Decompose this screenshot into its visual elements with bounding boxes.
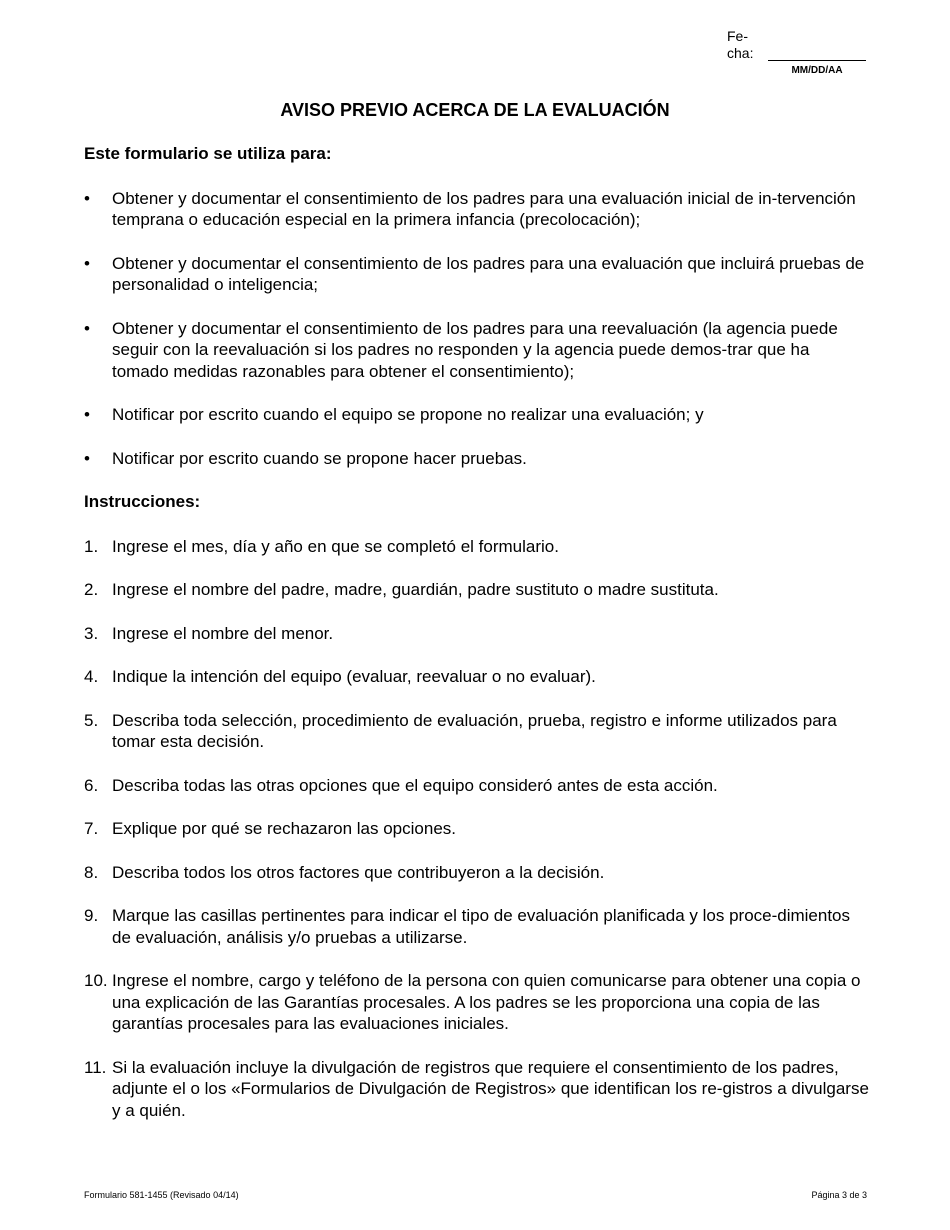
date-input-line[interactable] [768,60,866,61]
instruction-text: Describa toda selección, procedimiento de evaluación, prueba, registro e informe utilizados para tomar esta decisión. [112,710,837,751]
purpose-item-text: Obtener y documentar el consentimiento de los padres para una evaluación inicial de in-tervención temprana o educación especial en la primera infancia (precolocación); [112,188,856,229]
purpose-item [84,253,869,296]
instruction-number: 11. [84,1057,107,1077]
purpose-item [84,404,869,426]
instruction-text: Explique por qué se rechazaron las opciones. [112,819,456,838]
instruction-item [84,579,869,601]
date-format-hint: MM/DD/AA [791,65,843,76]
instruction-number: 6. [84,775,99,795]
instruction-item [84,536,869,558]
purpose-item-text: Notificar por escrito cuando se propone hacer pruebas. [112,448,527,468]
instruction-item [84,862,869,884]
instructions-list [84,536,869,1122]
instruction-number: 10. [84,971,108,990]
purpose-item [84,448,869,470]
page-number: Página 3 de 3 [811,1190,867,1200]
instruction-text: Ingrese el mes, día y año en que se completó el formulario. [112,536,559,556]
instruction-item [84,1057,869,1122]
instruction-number: 3. [84,623,99,643]
bullet-marker: • [84,188,90,208]
purpose-list [84,188,869,470]
instruction-item [84,623,869,645]
instruction-text: Indique la intención del equipo (evaluar, reevaluar o no evaluar). [112,667,596,686]
instruction-number: 9. [84,906,99,925]
instruction-item [84,710,869,753]
bullet-marker: • [84,405,90,424]
form-number: Formulario 581-1455 (Revisado 04/14) [84,1190,239,1200]
purpose-heading: Este formulario se utiliza para: [84,144,332,163]
instruction-number: 8. [84,862,99,882]
document-body [84,143,869,1143]
instruction-text: Ingrese el nombre del menor. [112,623,334,643]
instruction-item [84,905,869,948]
purpose-item [84,318,869,383]
instruction-item [84,666,869,688]
date-field-group [727,28,872,80]
instruction-text: Si la evaluación incluye la divulgación de registros que requiere el consentimiento de los padres, adjunte el o los «Formularios de Divulgación de Registros» que identifican los re-gistros a divulgarse y a quién. [112,1057,869,1120]
bullet-marker: • [84,318,90,338]
instruction-item [84,818,869,840]
purpose-item-text: Obtener y documentar el consentimiento de los padres para una evaluación que incluirá pruebas de personalidad o inteligencia; [112,253,865,294]
instruction-number: 1. [84,536,99,556]
purpose-item [84,188,869,231]
instruction-number: 4. [84,667,99,686]
page-title: AVISO PREVIO ACERCA DE LA EVALUACIÓN [280,100,670,120]
instruction-text: Describa todos los otros factores que contribuyeron a la decisión. [112,862,605,882]
instruction-text: Marque las casillas pertinentes para indicar el tipo de evaluación planificada y los proce-dimientos de evaluación, análisis y/o pruebas a utilizarse. [112,906,851,947]
bullet-marker: • [84,448,90,468]
instruction-number: 2. [84,580,99,599]
date-label: Fe- cha: [727,28,754,61]
instruction-text: Ingrese el nombre, cargo y teléfono de la persona con quien comunicarse para obtener una copia o una explicación de las Garantías procesales. A los padres se les proporciona una copia de las garantías procesales para las evaluaciones iniciales. [112,971,861,1033]
instruction-number: 5. [84,710,99,730]
bullet-marker: • [84,253,90,273]
instructions-heading: Instrucciones: [84,492,201,511]
instruction-item [84,775,869,797]
purpose-item-text: Notificar por escrito cuando el equipo se propone no realizar una evaluación; y [112,405,704,424]
instruction-number: 7. [84,819,99,838]
purpose-item-text: Obtener y documentar el consentimiento de los padres para una reevaluación (la agencia puede seguir con la reevaluación si los padres no responden y la agencia puede demos-trar que ha tomado medidas razonables para obtener el consentimiento); [112,318,838,381]
instruction-text: Describa todas las otras opciones que el equipo consideró antes de esta acción. [112,775,718,795]
instruction-text: Ingrese el nombre del padre, madre, guardián, padre sustituto o madre sustituta. [112,580,719,599]
instruction-item [84,970,869,1035]
